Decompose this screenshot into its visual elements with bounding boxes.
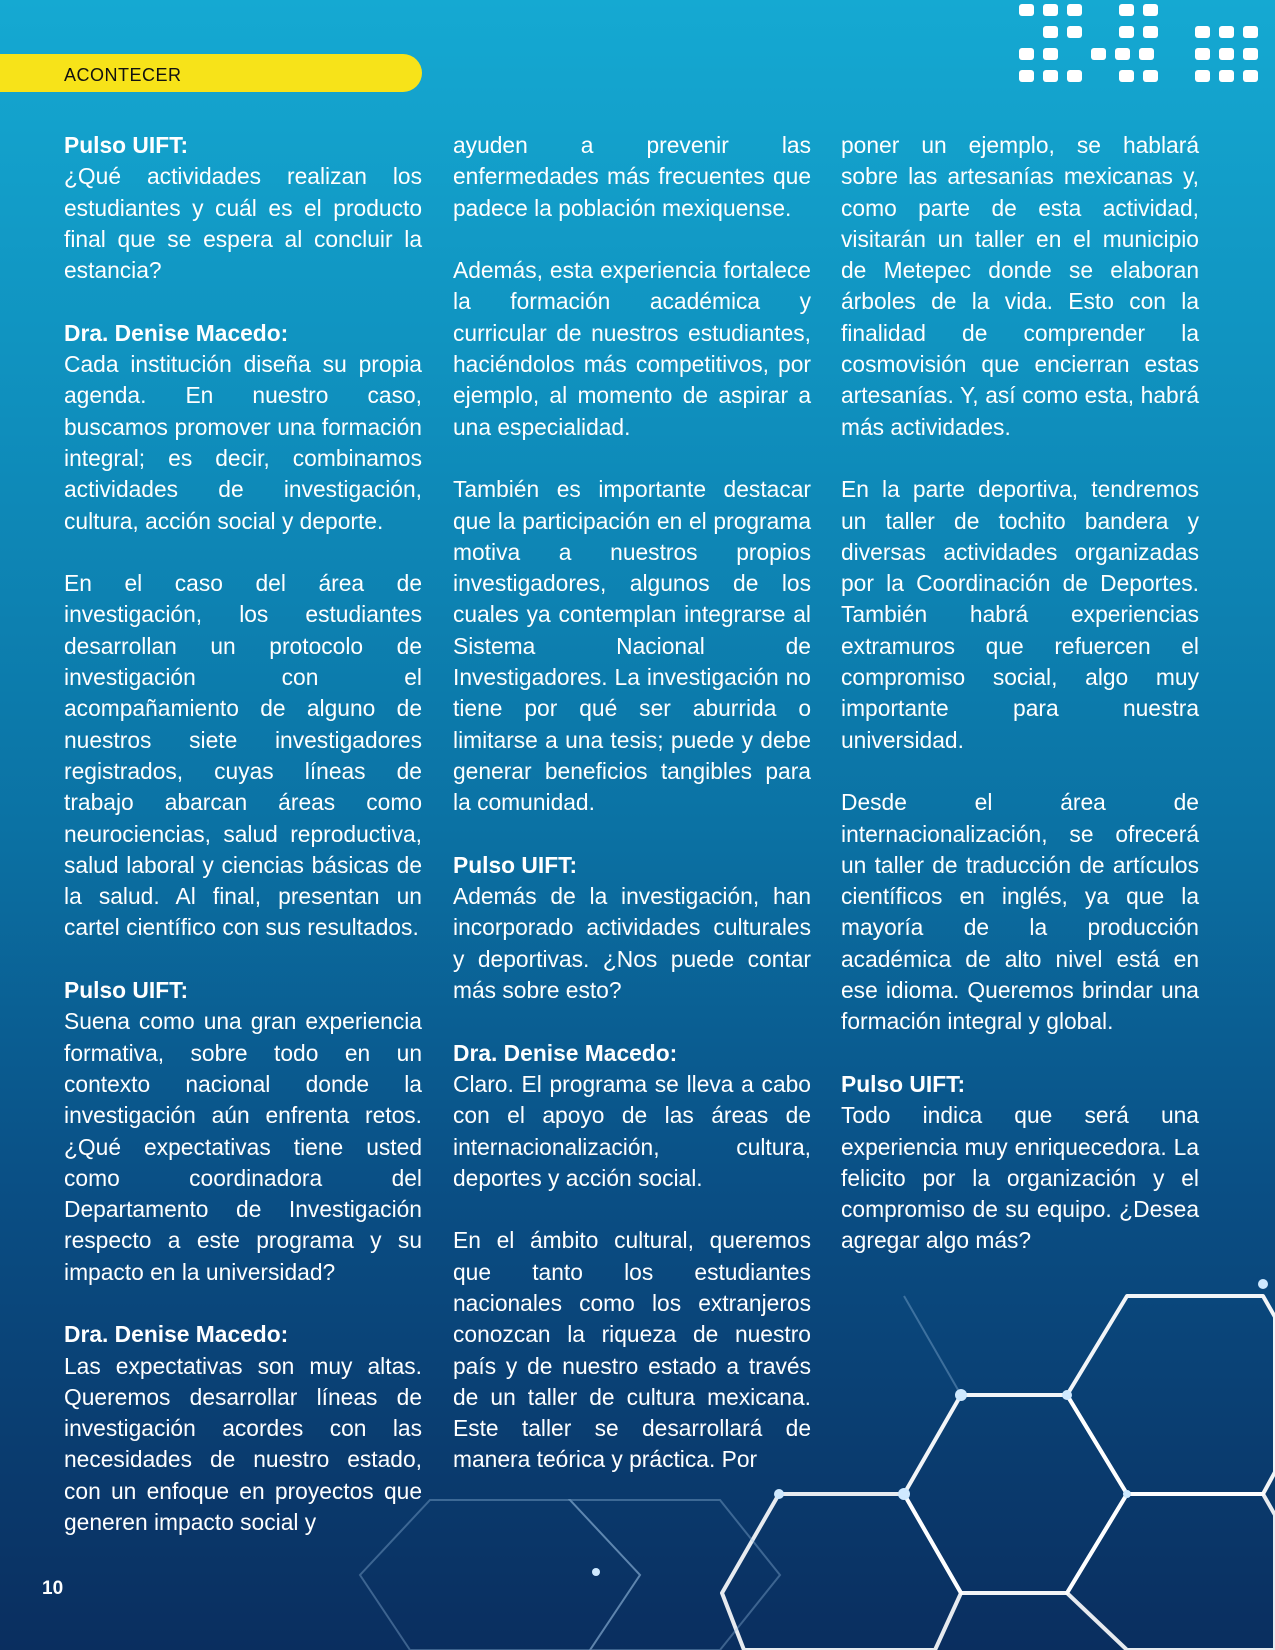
paragraph-text: En el ámbito cultural, queremos que tanto los estudiantes nacionales como los extranjeros conozcan la riqueza de nuestro país y de nuestro estado a través de un taller de cultura mexicana. Este taller se desarrollará de manera teórica y práctica. Por: [453, 1227, 811, 1473]
paragraph: [64, 318, 422, 537]
speaker-label: Pulso UIFT:: [453, 851, 578, 878]
paragraph: [453, 130, 811, 224]
text-column-3: [841, 130, 1199, 1288]
paragraph-text: Desde el área de internacionalización, se ofrecerá un taller de traducción de artículos científicos en inglés, ya que la mayoría de la producción académica de alto nivel está en ese idioma. Queremos brindar una formación integral y global.: [841, 789, 1199, 1035]
speaker-label: Dra. Denise Macedo:: [64, 1321, 289, 1348]
paragraph-text: ayuden a prevenir las enfermedades más frecuentes que padece la población mexiquense.: [453, 132, 811, 221]
paragraph-text: Claro. El programa se lleva a cabo con el apoyo de las áreas de internacionalización, cultura, deportes y acción social.: [453, 1070, 811, 1191]
paragraph: [453, 850, 811, 1006]
paragraph: [453, 1225, 811, 1475]
speaker-label: Dra. Denise Macedo:: [453, 1039, 678, 1066]
paragraph: [453, 255, 811, 443]
speaker-label: Pulso UIFT:: [64, 977, 189, 1004]
paragraph-text: poner un ejemplo, se hablará sobre las artesanías mexicanas y, como parte de esta actividad, visitarán un taller en el municipio de Metepec donde se elaboran árboles de la vida. Esto con la finalidad de comprender la cosmovisión que encierran estas artesanías. Y, así como esta, habrá más actividades.: [841, 132, 1199, 440]
speaker-label: Pulso UIFT:: [64, 132, 189, 158]
paragraph-text: En el caso del área de investigación, los estudiantes desarrollan un protocolo de investigación con el acompañamiento de alguno de nuestros siete investigadores registrados, cuyas líneas de trabajo abarcan áreas como neurociencias, salud reproductiva, salud laboral y ciencias básicas de la salud. Al final, presentan un cartel científico con sus resultados.: [64, 570, 422, 941]
page-number: 10: [42, 1578, 64, 1599]
speaker-label: Pulso UIFT:: [841, 1070, 966, 1097]
paragraph: [64, 568, 422, 944]
text-column-2: [453, 130, 811, 1507]
paragraph: [841, 1069, 1199, 1257]
paragraph-text: En la parte deportiva, tendremos un taller de tochito bandera y diversas actividades organizadas por la Coordinación de Deportes. También habrá experiencias extramuros que refuercen el compromiso social, algo muy importante para nuestra universidad.: [841, 476, 1199, 753]
paragraph-text: Además de la investigación, han incorporado actividades culturales y deportivas. ¿Nos puede contar más sobre esto?: [453, 883, 811, 1004]
paragraph-text: ¿Qué actividades realizan los estudiantes y cuál es el producto final que se espera al concluir la estancia?: [64, 163, 422, 284]
paragraph: [64, 130, 422, 286]
paragraph-text: Las expectativas son muy altas. Queremos desarrollar líneas de investigación acordes con las necesidades de nuestro estado, con un enfoque en proyectos que generen impacto social y: [64, 1352, 422, 1536]
paragraph-text: Cada institución diseña su propia agenda. En nuestro caso, buscamos promover una formación integral; es decir, combinamos actividades de investigación, cultura, acción social y deporte.: [64, 351, 422, 534]
paragraph: [64, 975, 422, 1288]
paragraph: [64, 1319, 422, 1538]
paragraph-text: También es importante destacar que la participación en el programa motiva a nuestros propios investigadores, algunos de los cuales ya contemplan integrarse al Sistema Nacional de Investigadores. La investigación no tiene por qué ser aburrida o limitarse a una tesis; puede y debe generar beneficios tangibles para la comunidad.: [453, 476, 811, 816]
text-column-1: [64, 130, 422, 1570]
paragraph-text: Además, esta experiencia fortalece la formación académica y curricular de nuestros estudiantes, haciéndolos más competitivos, por ejemplo, al momento de aspirar a una especialidad.: [453, 257, 811, 440]
paragraph-text: Suena como una gran experiencia formativa, sobre todo en un contexto nacional donde la investigación aún enfrenta retos. ¿Qué expectativas tiene usted como coordinadora del Departamento de Investigación respecto a este programa y su impacto en la universidad?: [64, 1008, 422, 1285]
paragraph: [841, 787, 1199, 1037]
paragraph-text: Todo indica que será una experiencia muy enriquecedora. La felicito por la organización y el compromiso de su equipo. ¿Desea agregar algo más?: [841, 1102, 1199, 1254]
paragraph: [453, 474, 811, 818]
paragraph: [841, 130, 1199, 443]
paragraph: [453, 1038, 811, 1194]
section-tag-label: ACONTECER: [64, 65, 182, 85]
paragraph: [841, 474, 1199, 756]
speaker-label: Dra. Denise Macedo:: [64, 319, 289, 346]
